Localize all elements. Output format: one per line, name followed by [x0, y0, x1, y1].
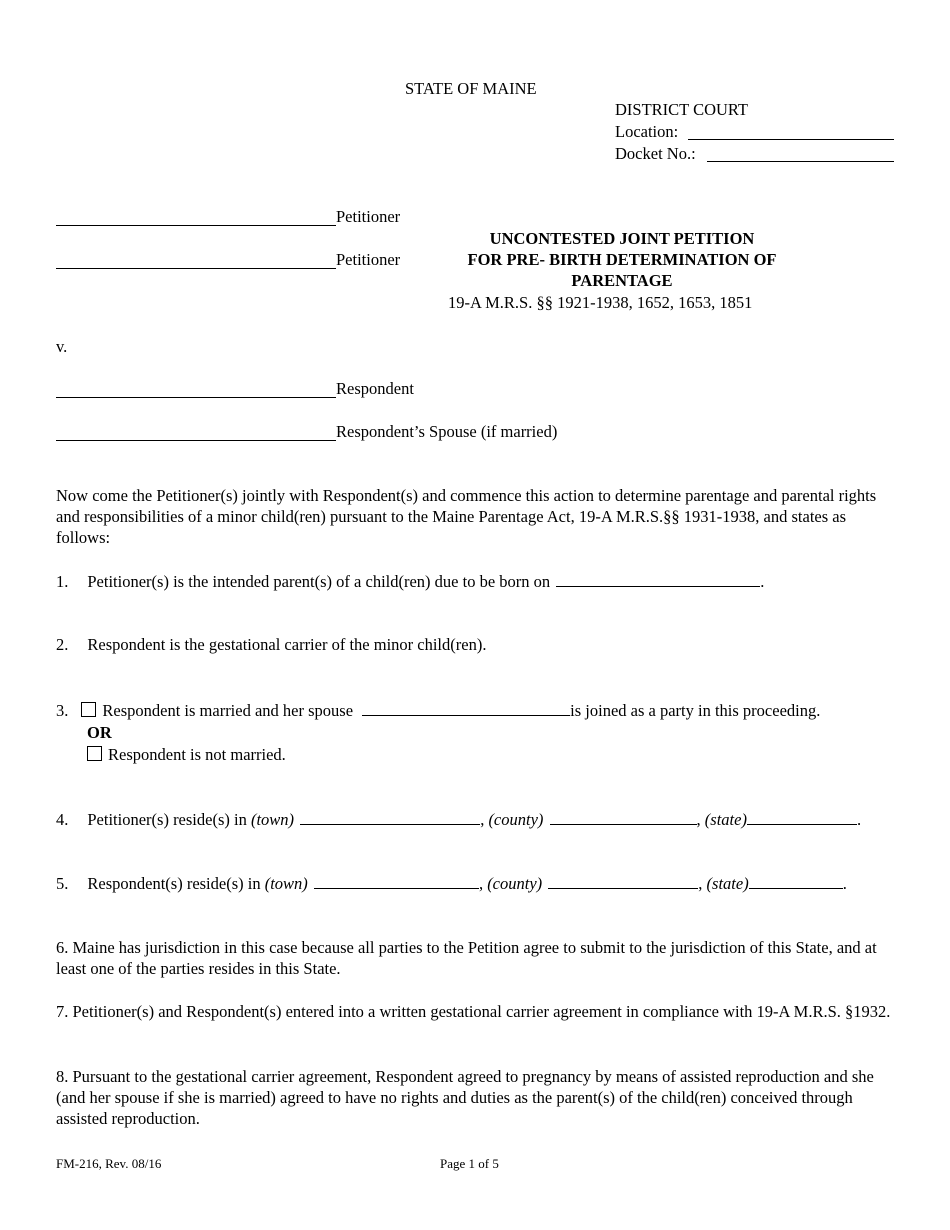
married-checkbox[interactable]	[81, 702, 96, 717]
item-2-text: Respondent is the gestational carrier of the minor child(ren).	[87, 635, 487, 654]
respondent-county-field[interactable]	[548, 873, 698, 889]
item-1-number: 1.	[56, 572, 69, 591]
item-3-option-2	[87, 744, 286, 765]
item-3-number: 3.	[56, 701, 69, 720]
state-heading: STATE OF MAINE	[405, 79, 537, 98]
item-8: 8. Pursuant to the gestational carrier agreement, Respondent agreed to pregnancy by means of assisted reproduction and she (and her spouse if she is married) agreed to have no rights and duties as the parent(s) of the child(ren) conceived through assisted reproduction.	[56, 1067, 874, 1128]
item-4-county-label: (county)	[488, 810, 544, 829]
due-date-field[interactable]	[556, 571, 760, 587]
respondent-town-field[interactable]	[314, 873, 479, 889]
petitioner-county-field[interactable]	[550, 809, 697, 825]
spouse-name-field[interactable]	[362, 700, 570, 716]
petitioner2-field[interactable]	[56, 252, 336, 269]
item-4-state-label: (state)	[704, 810, 747, 829]
item-4-town-label: (town)	[250, 810, 295, 829]
item-3-option-2-text: Respondent is not married.	[108, 745, 286, 764]
item-3-option-1	[56, 700, 820, 721]
item-6: 6. Maine has jurisdiction in this case because all parties to the Petition agree to submit to the jurisdiction of this State, and at least one of the parties resides in this State.	[56, 938, 877, 978]
item-1-text: Petitioner(s) is the intended parent(s) of a child(ren) due to be born on	[87, 572, 551, 591]
item-4	[56, 809, 861, 830]
item-5-county-label: (county)	[487, 874, 543, 893]
respondent-label: Respondent	[336, 379, 414, 398]
not-married-checkbox[interactable]	[87, 746, 102, 761]
petitioner-state-field[interactable]	[747, 809, 857, 825]
item-4-period: .	[856, 810, 862, 829]
versus-label: v.	[56, 337, 68, 356]
location-label: Location:	[615, 122, 679, 141]
item-3-or: OR	[87, 723, 112, 742]
petitioner1-label: Petitioner	[336, 207, 401, 226]
item-5-town-label: (town)	[264, 874, 308, 893]
respondent-field[interactable]	[56, 381, 336, 398]
petitioner1-field[interactable]	[56, 209, 336, 226]
item-5-text: Respondent(s) reside(s) in	[87, 874, 261, 893]
item-4-comma-2: ,	[696, 810, 701, 829]
item-5-state-label: (state)	[706, 874, 749, 893]
location-field[interactable]	[688, 123, 894, 140]
respondent-spouse-label: Respondent’s Spouse (if married)	[336, 422, 558, 441]
docket-label: Docket No.:	[615, 144, 696, 163]
title-statute: 19-A M.R.S. §§ 1921-1938, 1652, 1653, 1851	[448, 293, 753, 312]
docket-field[interactable]	[707, 145, 894, 162]
intro-paragraph: Now come the Petitioner(s) jointly with Respondent(s) and commence this action to determine parentage and parental rights and responsibilities of a minor child(ren) pursuant to the Maine Parentage Act, 19-A M.R.S.§§ 1931-1938, and states as follows:	[56, 486, 877, 547]
form-number: FM-216, Rev. 08/16	[56, 1156, 162, 1171]
petitioner2-label: Petitioner	[336, 250, 401, 269]
item-2-number: 2.	[56, 635, 69, 654]
item-4-number: 4.	[56, 810, 69, 829]
item-2	[56, 634, 486, 655]
item-5-number: 5.	[56, 874, 69, 893]
item-7: 7. Petitioner(s) and Respondent(s) entered into a written gestational carrier agreement in compliance with 19-A M.R.S. §1932.	[56, 1002, 891, 1021]
respondent-spouse-field[interactable]	[56, 424, 336, 441]
court-heading: DISTRICT COURT	[615, 100, 749, 119]
item-5-comma-1: ,	[478, 874, 484, 893]
item-1-end: .	[760, 572, 765, 591]
item-4-text: Petitioner(s) reside(s) in	[87, 810, 247, 829]
title-line-1: UNCONTESTED JOINT PETITION	[489, 229, 755, 248]
title-line-3: PARENTAGE	[571, 271, 673, 290]
page-number: Page 1 of 5	[440, 1156, 499, 1171]
item-3-option-1-end: is joined as a party in this proceeding.	[570, 701, 821, 720]
petitioner-town-field[interactable]	[300, 809, 480, 825]
item-5-period: .	[842, 874, 847, 893]
title-line-2: FOR PRE- BIRTH DETERMINATION OF	[467, 250, 777, 269]
item-1	[56, 571, 764, 592]
item-5	[56, 873, 847, 894]
item-5-comma-2: ,	[698, 874, 703, 893]
item-3-option-1-text: Respondent is married and her spouse	[102, 701, 354, 720]
item-4-comma-1: ,	[480, 810, 485, 829]
respondent-state-field[interactable]	[749, 873, 843, 889]
